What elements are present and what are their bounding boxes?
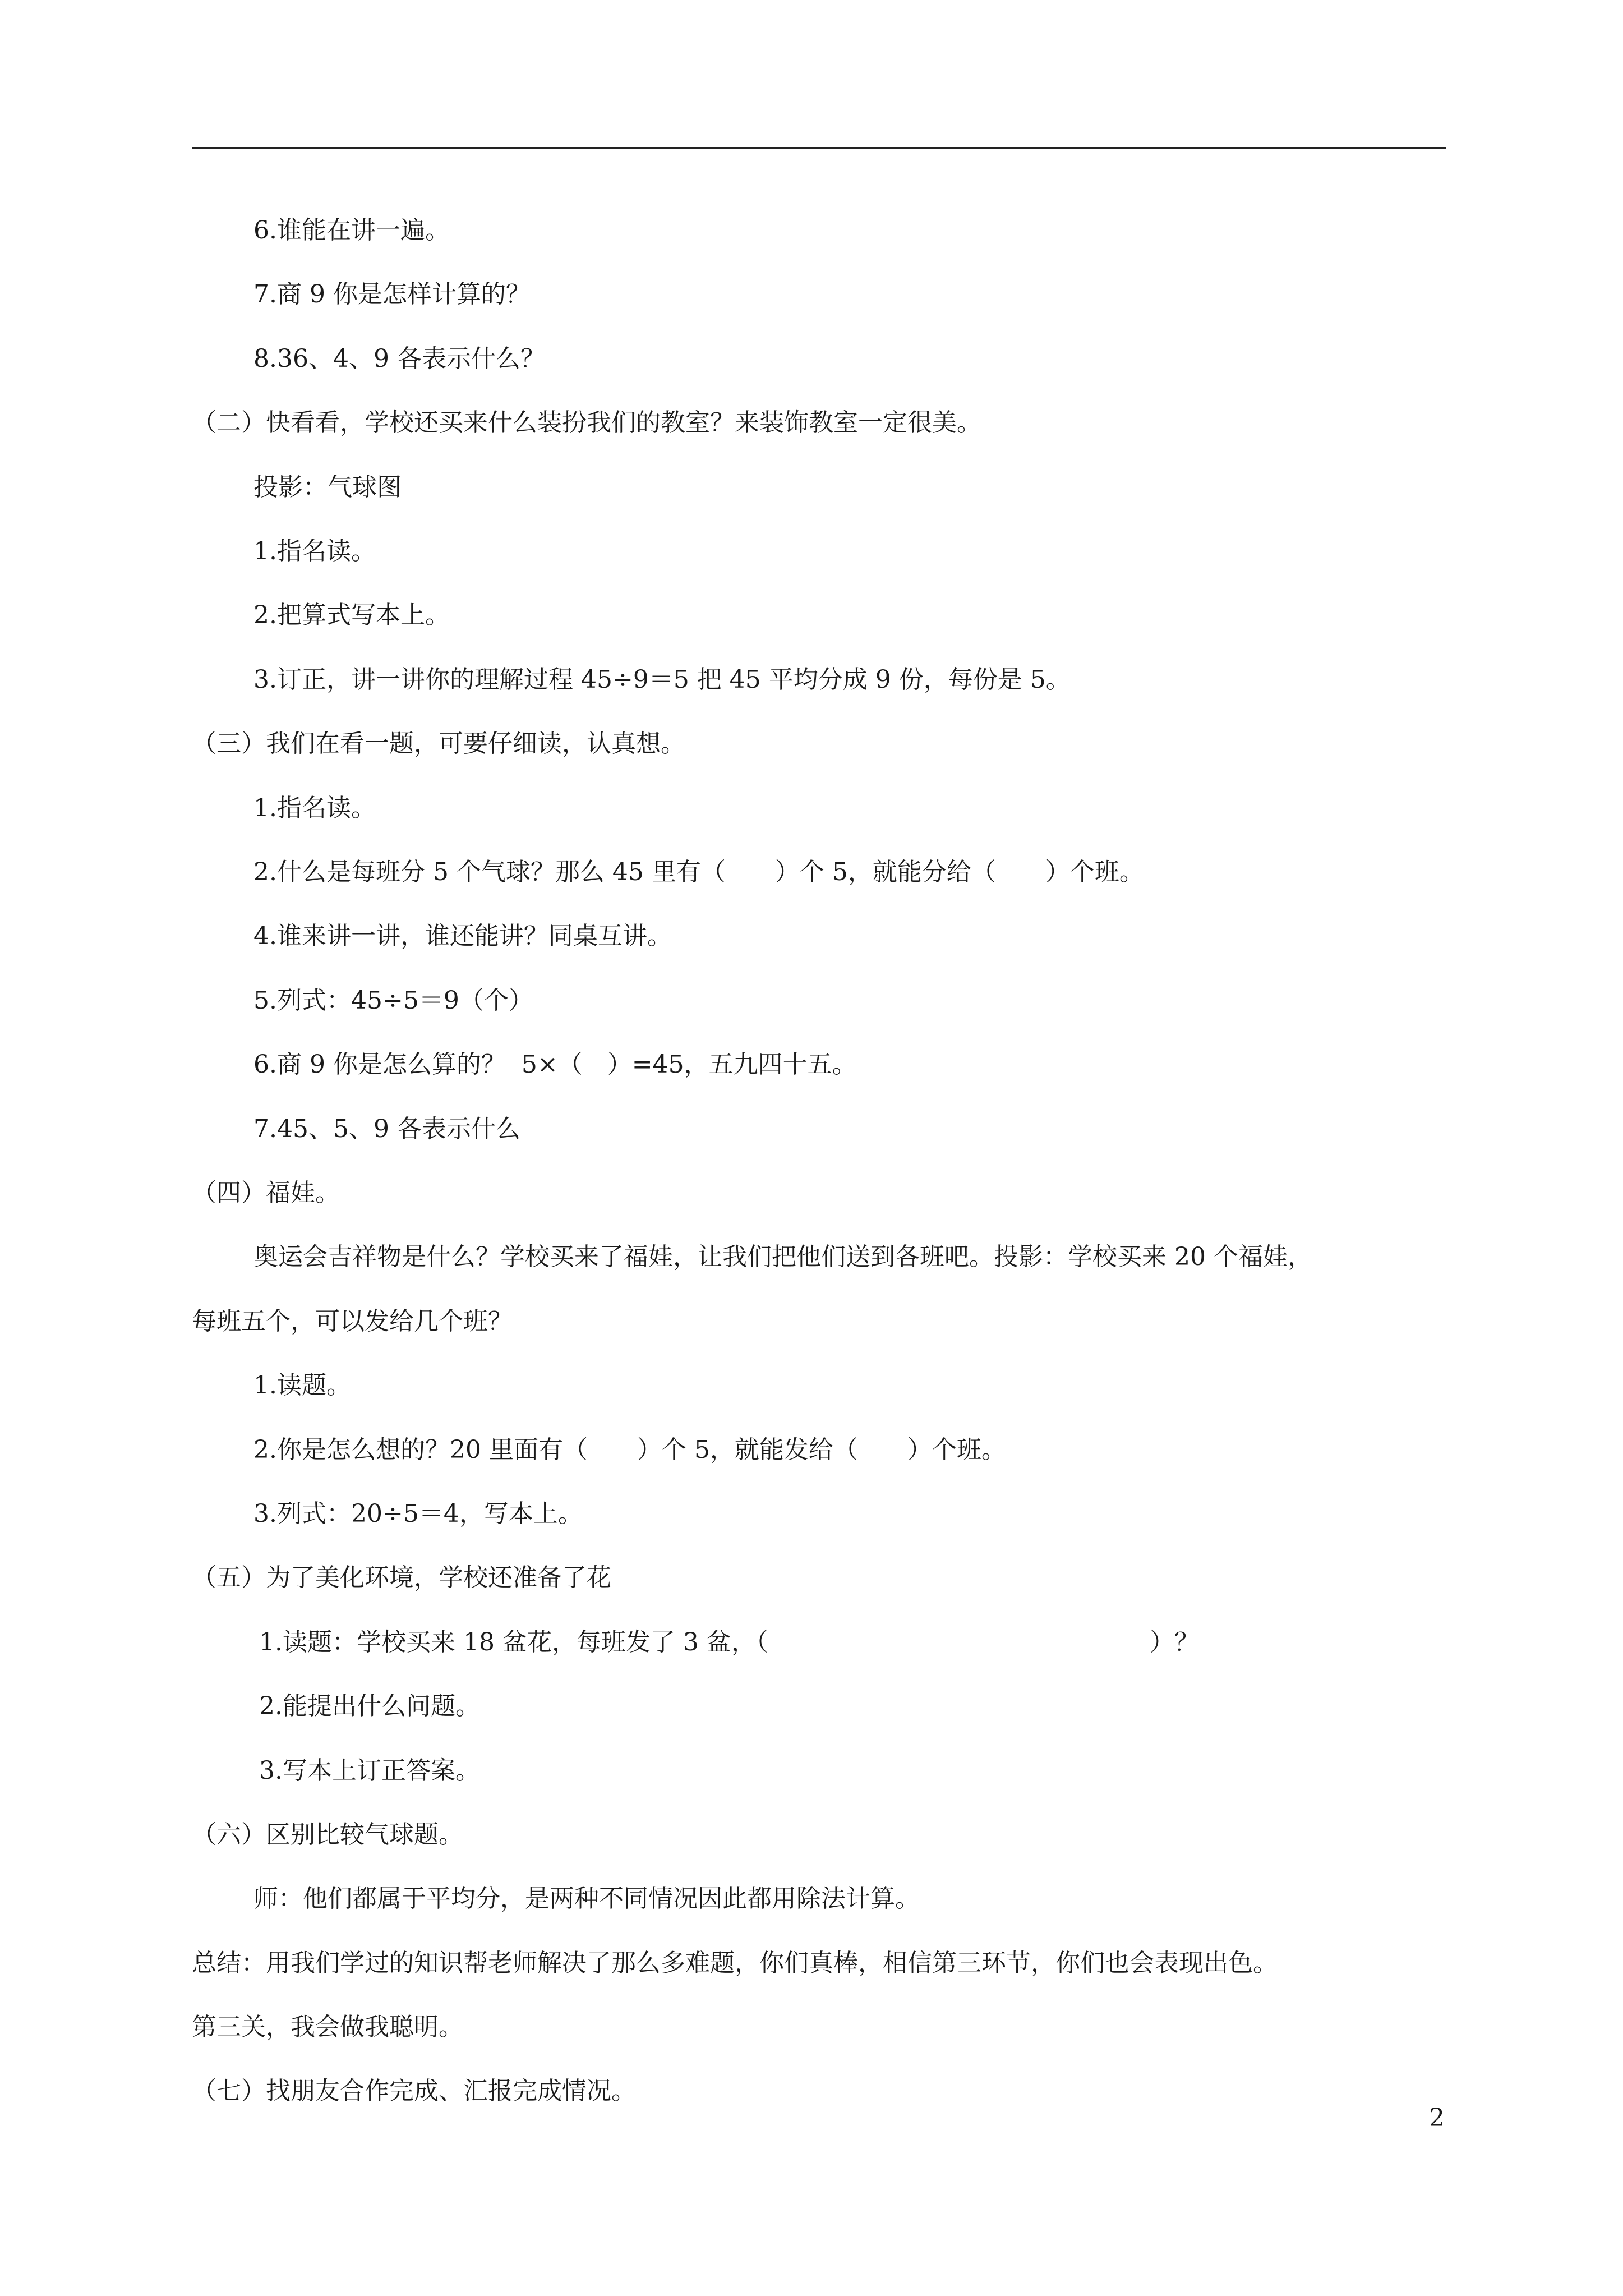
text-line: 1.指名读。 — [253, 794, 376, 822]
text-line: 总结：用我们学过的知识帮老师解决了那么多难题，你们真棒，相信第三环节，你们也会表现出色。 — [192, 1949, 1278, 1977]
text-line: 2.能提出什么问题。 — [259, 1692, 480, 1720]
header-rule — [192, 147, 1446, 149]
section-heading: （七）找朋友合作完成、汇报完成情况。 — [192, 2077, 636, 2105]
text-line: 6.谁能在讲一遍。 — [253, 216, 450, 245]
text-line: 5.列式：45÷5＝9（个） — [253, 986, 533, 1015]
text-line: 6.商 9 你是怎么算的？ 5×（ ）=45，五九四十五。 — [253, 1050, 857, 1079]
text-line: 每班五个，可以发给几个班？ — [192, 1307, 513, 1336]
section-heading: （六）区别比较气球题。 — [192, 1820, 463, 1849]
text-line: 2.你是怎么想的？20 里面有（ ）个 5，就能发给（ ）个班。 — [253, 1435, 1006, 1464]
text-line: 8.36、4、9 各表示什么？ — [253, 344, 545, 373]
text-line: 奥运会吉祥物是什么？学校买来了福娃，让我们把他们送到各班吧。投影：学校买来 20 个福娃， — [253, 1243, 1312, 1271]
text-line: 4.谁来讲一讲，谁还能讲？同桌互讲。 — [253, 922, 672, 950]
text-line: 3.写本上订正答案。 — [259, 1756, 480, 1785]
text-line: 3.列式：20÷5＝4，写本上。 — [253, 1499, 583, 1528]
text-line: 3.订正，讲一讲你的理解过程 45÷9＝5 把 45 平均分成 9 份，每份是 5。 — [253, 665, 1071, 694]
text-line-end: ）？ — [1150, 1628, 1199, 1657]
page-number: 2 — [1429, 2104, 1445, 2132]
text-line: 第三关，我会做我聪明。 — [192, 2013, 463, 2041]
text-line: 7.45、5、9 各表示什么 — [253, 1115, 520, 1143]
text-line: 投影：气球图 — [253, 473, 402, 501]
section-heading: （五）为了美化环境，学校还准备了花 — [192, 1563, 611, 1592]
text-line: 1.读题：学校买来 18 盆花，每班发了 3 盆，（ — [259, 1628, 768, 1657]
text-line: 师：他们都属于平均分，是两种不同情况因此都用除法计算。 — [253, 1884, 920, 1913]
text-line: 2.什么是每班分 5 个气球？那么 45 里有（ ）个 5，就能分给（ ）个班。 — [253, 858, 1144, 886]
section-heading: （三）我们在看一题，可要仔细读，认真想。 — [192, 729, 685, 758]
text-line: 1.指名读。 — [253, 537, 376, 565]
text-line: 2.把算式写本上。 — [253, 601, 450, 629]
section-heading: （二）快看看，学校还买来什么装扮我们的教室？来装饰教室一定很美。 — [192, 408, 981, 437]
section-heading: （四）福娃。 — [192, 1179, 340, 1207]
text-line: 7.商 9 你是怎样计算的？ — [253, 280, 531, 309]
text-line: 1.读题。 — [253, 1371, 351, 1400]
